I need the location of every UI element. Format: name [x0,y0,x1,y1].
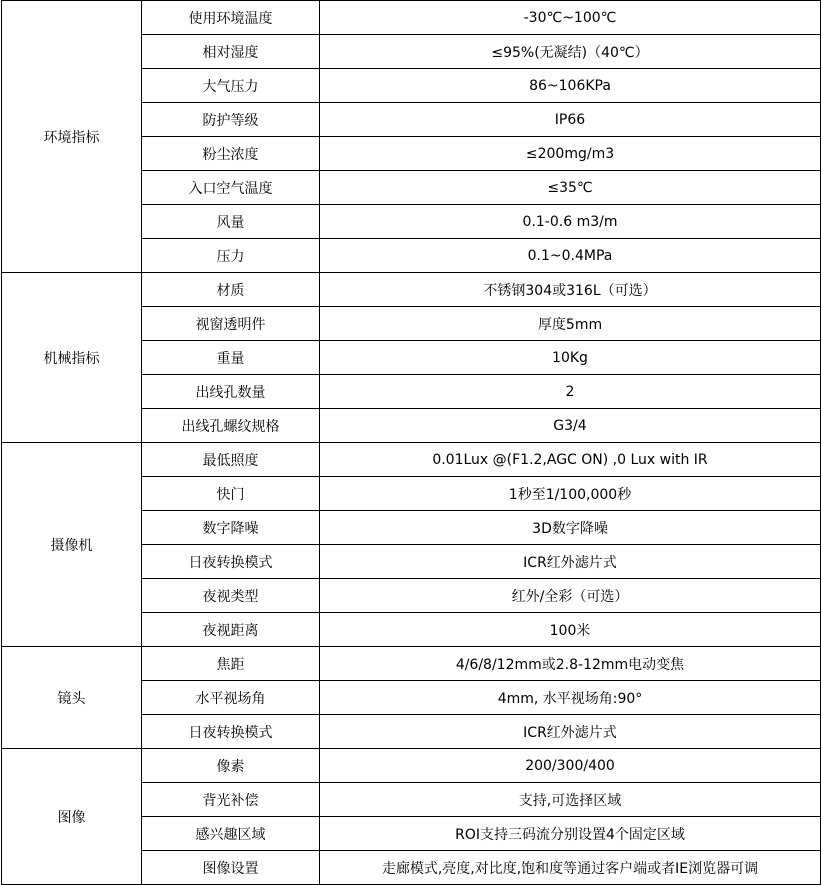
param-cell: 出线孔螺纹规格 [142,409,320,443]
value-cell: 4/6/8/12mm或2.8-12mm电动变焦 [320,647,821,681]
category-cell: 图像 [2,749,142,885]
param-cell: 相对湿度 [142,35,320,69]
param-cell: 出线孔数量 [142,375,320,409]
table-row [2,647,821,681]
spec-table-body [2,1,821,885]
param-cell: 快门 [142,477,320,511]
value-cell: -30℃~100℃ [320,1,821,35]
category-cell: 镜头 [2,647,142,749]
param-cell: 使用环境温度 [142,1,320,35]
table-row [2,443,821,477]
table-row [2,749,821,783]
table-row [2,1,821,35]
category-cell: 机械指标 [2,273,142,443]
param-cell: 数字降噪 [142,511,320,545]
value-cell: 0.1~0.4MPa [320,239,821,273]
param-cell: 背光补偿 [142,783,320,817]
param-cell: 视窗透明件 [142,307,320,341]
table-row [2,273,821,307]
value-cell: 0.01Lux @(F1.2,AGC ON) ,0 Lux with IR [320,443,821,477]
param-cell: 水平视场角 [142,681,320,715]
value-cell: ≤35℃ [320,171,821,205]
value-cell: 红外/全彩（可选） [320,579,821,613]
param-cell: 防护等级 [142,103,320,137]
value-cell: ≤95%(无凝结)（40℃） [320,35,821,69]
value-cell: IP66 [320,103,821,137]
param-cell: 焦距 [142,647,320,681]
param-cell: 日夜转换模式 [142,715,320,749]
value-cell: 厚度5mm [320,307,821,341]
value-cell: ≤200mg/m3 [320,137,821,171]
value-cell: 10Kg [320,341,821,375]
spec-table [1,0,821,885]
value-cell: 100米 [320,613,821,647]
param-cell: 夜视类型 [142,579,320,613]
param-cell: 入口空气温度 [142,171,320,205]
param-cell: 风量 [142,205,320,239]
param-cell: 材质 [142,273,320,307]
value-cell: 支持,可选择区域 [320,783,821,817]
value-cell: ICR红外滤片式 [320,545,821,579]
param-cell: 感兴趣区域 [142,817,320,851]
param-cell: 重量 [142,341,320,375]
param-cell: 大气压力 [142,69,320,103]
value-cell: 不锈钢304或316L（可选） [320,273,821,307]
value-cell: 1秒至1/100,000秒 [320,477,821,511]
value-cell: ROI支持三码流分别设置4个固定区域 [320,817,821,851]
param-cell: 最低照度 [142,443,320,477]
param-cell: 粉尘浓度 [142,137,320,171]
value-cell: ICR红外滤片式 [320,715,821,749]
value-cell: 86~106KPa [320,69,821,103]
param-cell: 夜视距离 [142,613,320,647]
value-cell: 4mm, 水平视场角:90° [320,681,821,715]
value-cell: 0.1-0.6 m3/m [320,205,821,239]
param-cell: 图像设置 [142,851,320,885]
value-cell: 2 [320,375,821,409]
value-cell: G3/4 [320,409,821,443]
value-cell: 3D数字降噪 [320,511,821,545]
value-cell: 走廊模式,亮度,对比度,饱和度等通过客户端或者IE浏览器可调 [320,851,821,885]
value-cell: 200/300/400 [320,749,821,783]
param-cell: 压力 [142,239,320,273]
category-cell: 环境指标 [2,1,142,273]
param-cell: 像素 [142,749,320,783]
category-cell: 摄像机 [2,443,142,647]
param-cell: 日夜转换模式 [142,545,320,579]
